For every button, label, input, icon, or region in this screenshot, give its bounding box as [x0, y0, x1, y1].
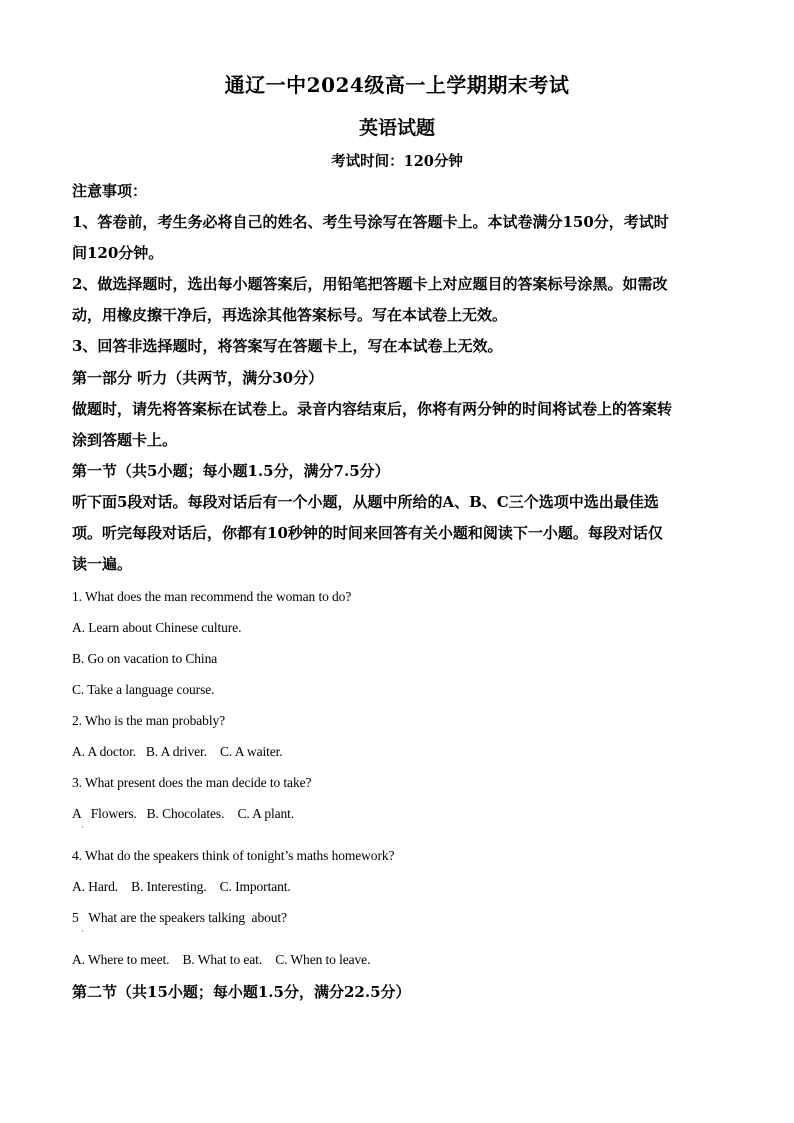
notice-item-1-cont: 间120分钟。: [72, 244, 164, 262]
exam-title: 通辽一中2024级高一上学期期末考试: [224, 73, 570, 97]
question-1: 1. What does the man recommend the woman to do?: [72, 589, 352, 604]
exam-duration: 考试时间：120分钟: [331, 153, 463, 170]
section1-instructions-3: 读一遍。: [72, 555, 133, 573]
question-1-option-c: C. Take a language course.: [72, 682, 215, 697]
question-4-options: A. Hard. B. Interesting. C. Important.: [72, 879, 291, 894]
question-3: 3. What present does the man decide to take?: [72, 775, 312, 790]
notice-item-2-cont: 动，用橡皮擦干净后，再选涂其他答案标号。写在本试卷上无效。: [72, 306, 508, 324]
notice-item-3: 3、回答非选择题时，将答案写在答题卡上，写在本试卷上无效。: [72, 337, 503, 355]
part1-heading: 第一部分 听力（共两节，满分30分）: [72, 369, 324, 387]
section1-instructions-2: 项。听完每段对话后，你都有10秒钟的时间来回答有关小题和阅读下一小题。每段对话仅: [72, 524, 663, 542]
section1-instructions-1: 听下面5段对话。每段对话后有一个小题，从题中所给的A、B、C三个选项中选出最佳选: [72, 493, 659, 511]
part1-instructions-2: 涂到答题卡上。: [72, 431, 178, 449]
notice-item-2: 2、做选择题时，选出每小题答案后，用铅笔把答题卡上对应题目的答案标号涂黑。如需改: [72, 275, 668, 293]
section2-heading: 第二节（共15小题；每小题1.5分，满分22.5分）: [72, 983, 411, 1001]
section1-heading: 第一节（共5小题；每小题1.5分，满分7.5分）: [72, 462, 390, 480]
punctuation-dot-mark: ·: [81, 823, 84, 832]
part1-instructions-1: 做题时，请先将答案标在试卷上。录音内容结束后，你将有两分钟的时间将试卷上的答案转: [72, 400, 673, 418]
question-1-option-a: A. Learn about Chinese culture.: [72, 620, 242, 635]
question-2: 2. Who is the man probably?: [72, 713, 226, 728]
notice-heading: 注意事项：: [72, 182, 148, 200]
question-1-option-b: B. Go on vacation to China: [72, 651, 218, 666]
notice-item-1: 1、答卷前，考生务必将自己的姓名、考生号涂写在答题卡上。本试卷满分150分，考试时: [72, 213, 669, 231]
exam-subject: 英语试题: [358, 117, 435, 139]
question-3-options: A Flowers. B. Chocolates. C. A plant.: [72, 806, 295, 821]
question-5-options: A. Where to meet. B. What to eat. C. When to leave.: [72, 952, 371, 967]
question-5: 5 What are the speakers talking about?: [72, 910, 287, 925]
question-2-options: A. A doctor. B. A driver. C. A waiter.: [72, 744, 283, 759]
punctuation-dot-mark: ·: [81, 927, 84, 936]
question-4: 4. What do the speakers think of tonight’s maths homework?: [72, 848, 395, 863]
